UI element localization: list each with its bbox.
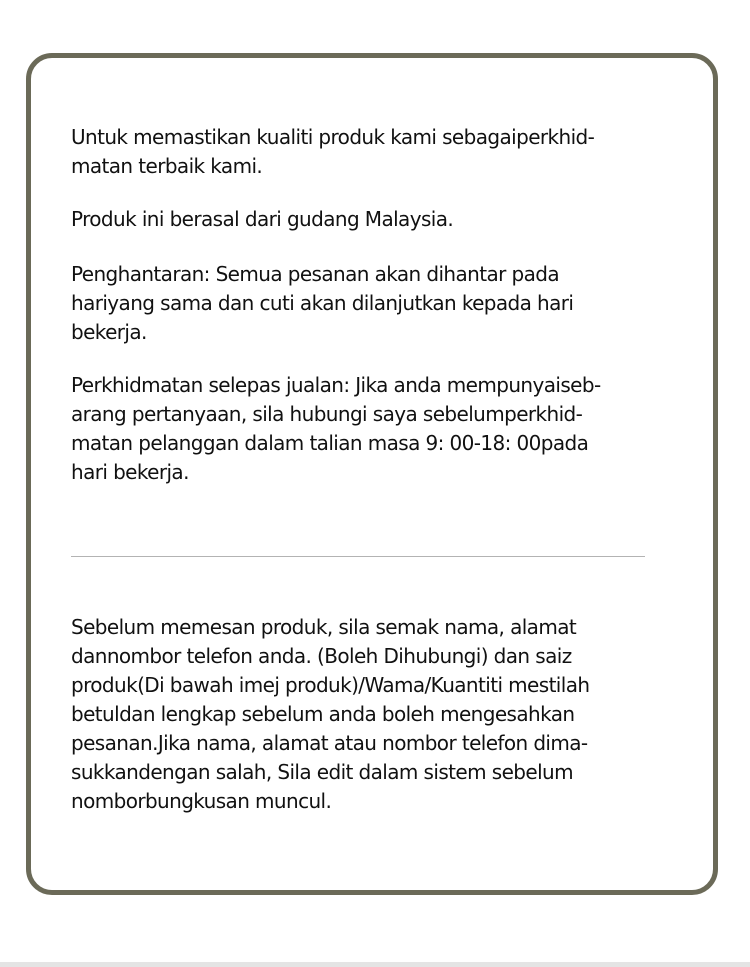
text-line: hariyang sama dan cuti akan dilanjutkan kepada hari [71,291,574,315]
text-line: nomborbungkusan muncul. [71,789,332,813]
origin-paragraph [71,205,671,234]
intro-paragraph [71,123,671,181]
bottom-strip [0,962,750,967]
after-sales-paragraph [71,371,671,487]
text-line: Untuk memastikan kualiti produk kami sebagaiperkhid- [71,125,595,149]
text-line: sukkandengan salah, Sila edit dalam sistem sebelum [71,760,573,784]
text-line: produk(Di bawah imej produk)/Wama/Kuantiti mestilah [71,673,590,697]
text-line: Produk ini berasal dari gudang Malaysia. [71,207,454,231]
text-line: hari bekerja. [71,460,189,484]
section-divider [71,556,645,557]
delivery-paragraph [71,260,671,347]
text-line: dannombor telefon anda. (Boleh Dihubungi) dan saiz [71,644,572,668]
ordering-note-paragraph [71,613,671,816]
text-line: Perkhidmatan selepas jualan: Jika anda mempunyaiseb- [71,373,601,397]
text-line: arang pertanyaan, sila hubungi saya sebelumperkhid- [71,402,583,426]
text-line: matan pelanggan dalam talian masa 9: 00-18: 00pada [71,431,589,455]
text-line: pesanan.Jika nama, alamat atau nombor telefon dima- [71,731,588,755]
text-line: betuldan lengkap sebelum anda boleh mengesahkan [71,702,575,726]
text-line: bekerja. [71,320,147,344]
text-line: Penghantaran: Semua pesanan akan dihantar pada [71,262,560,286]
text-line: Sebelum memesan produk, sila semak nama, alamat [71,615,577,639]
text-line: matan terbaik kami. [71,154,263,178]
